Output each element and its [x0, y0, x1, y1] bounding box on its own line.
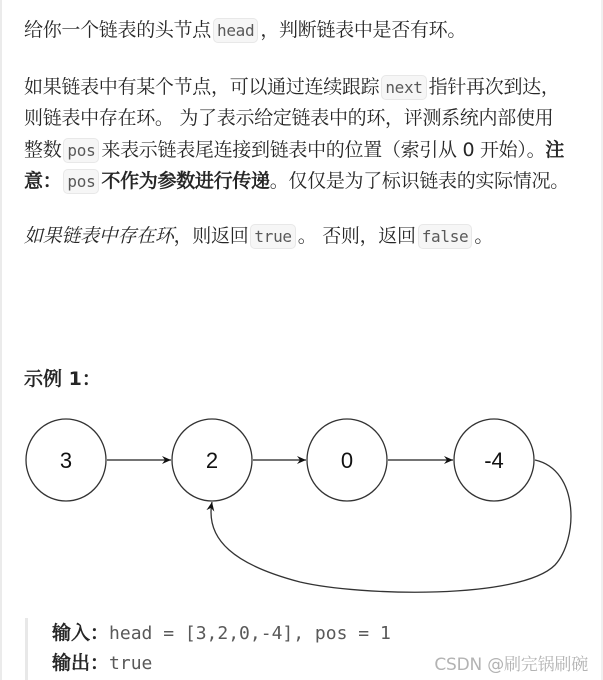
- svg-text:-4: -4: [484, 448, 504, 473]
- text: 。 否则，返回: [297, 224, 416, 247]
- code-false: false: [418, 224, 473, 249]
- text: 。: [474, 224, 494, 247]
- text: 。仅仅是为了标识链表的实际情况。: [269, 170, 569, 192]
- watermark: CSDN @刷完锅刷碗: [434, 655, 588, 675]
- svg-text:2: 2: [205, 448, 219, 473]
- text: ，判断链表中是否有环。: [260, 19, 467, 41]
- linked-list-diagram: [0, 400, 603, 600]
- code-true: true: [250, 224, 295, 249]
- text: 给你一个链表的头节点: [24, 19, 212, 41]
- svg-text:0: 0: [340, 448, 354, 473]
- paragraph-return: [24, 221, 572, 253]
- svg-text:3: 3: [59, 448, 73, 473]
- list-node: [307, 419, 387, 501]
- example-title: 示例 1：: [24, 368, 101, 390]
- code-pos: pos: [63, 169, 99, 194]
- list-node: [454, 419, 534, 501]
- input-line: [52, 618, 585, 648]
- text: 来表示链表尾连接到链表中的位置（索引从 0 开始）。: [101, 138, 546, 161]
- paragraph-intro: [24, 15, 572, 47]
- output-label: 输出：: [52, 652, 110, 674]
- text: 如果链表中有某个节点，可以通过连续跟踪: [24, 75, 380, 98]
- code-head: head: [213, 18, 258, 43]
- text: ，则返回: [173, 224, 249, 247]
- list-node: [172, 419, 252, 501]
- note-label: 注意：: [24, 138, 564, 192]
- problem-description: [24, 0, 572, 252]
- note-emphasis: 不作为参数进行传递: [101, 170, 270, 192]
- code-next: next: [381, 75, 426, 100]
- paragraph-cycle-definition: [24, 72, 572, 198]
- input-label: 输入：: [52, 622, 110, 644]
- italic-text: 如果链表中存在环: [24, 224, 174, 247]
- output-value: true: [109, 653, 153, 674]
- input-value: head = [3,2,0,-4], pos = 1: [109, 623, 391, 644]
- code-pos: pos: [63, 138, 99, 163]
- text: 指针再次到达，则链表中存在环。 为了表示给定链表中的环，评测系统内部使用整数: [24, 75, 560, 161]
- list-node: [26, 419, 106, 501]
